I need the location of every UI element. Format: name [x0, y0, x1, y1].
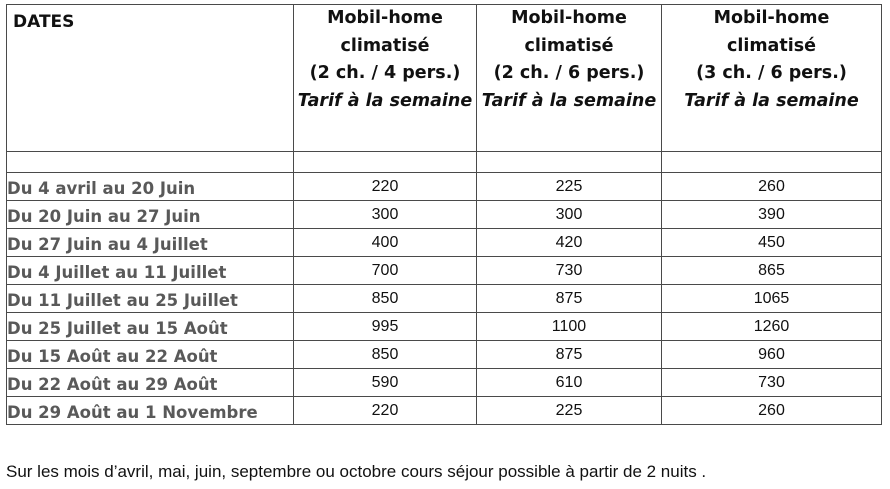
column-header-3: [662, 5, 882, 152]
table-row: [7, 341, 882, 369]
table-row: [7, 397, 882, 425]
column-header-1-line1: Mobil-home: [327, 8, 443, 28]
date-range-cell: Du 15 Août au 22 Août: [7, 341, 294, 369]
blank-cell: [294, 152, 477, 173]
rates-table: [6, 4, 882, 425]
table-row: [7, 285, 882, 313]
price-cell-2ch-6pers: 875: [477, 285, 662, 313]
price-cell-2ch-4pers: 300: [294, 201, 477, 229]
date-range-cell: Du 20 Juin au 27 Juin: [7, 201, 294, 229]
price-cell-2ch-4pers: 400: [294, 229, 477, 257]
price-cell-2ch-4pers: 590: [294, 369, 477, 397]
price-cell-2ch-6pers: 420: [477, 229, 662, 257]
price-cell-3ch-6pers: 1260: [662, 313, 882, 341]
date-range-cell: Du 22 Août au 29 Août: [7, 369, 294, 397]
price-cell-2ch-6pers: 300: [477, 201, 662, 229]
table-row: [7, 257, 882, 285]
price-cell-2ch-6pers: 225: [477, 173, 662, 201]
column-header-2-line3: (2 ch. / 6 pers.): [493, 63, 645, 83]
date-range-cell: Du 11 Juillet au 25 Juillet: [7, 285, 294, 313]
blank-row: [7, 152, 882, 173]
price-cell-2ch-6pers: 875: [477, 341, 662, 369]
price-cell-2ch-4pers: 700: [294, 257, 477, 285]
price-cell-2ch-6pers: 1100: [477, 313, 662, 341]
footnote: Sur les mois d’avril, mai, juin, septembre ou octobre cours séjour possible à partir de 2 nuits .: [6, 462, 707, 481]
price-cell-3ch-6pers: 960: [662, 341, 882, 369]
price-cell-2ch-6pers: 730: [477, 257, 662, 285]
column-header-2-tarif: Tarif à la semaine: [481, 90, 657, 111]
date-range-cell: Du 4 Juillet au 11 Juillet: [7, 257, 294, 285]
price-cell-2ch-6pers: 225: [477, 397, 662, 425]
column-header-2-line1: Mobil-home: [511, 8, 627, 28]
price-cell-3ch-6pers: 260: [662, 173, 882, 201]
column-header-1-tarif: Tarif à la semaine: [297, 90, 473, 111]
column-header-3-line3: (3 ch. / 6 pers.): [696, 63, 847, 83]
column-header-3-line2: climatisé: [726, 35, 817, 56]
table-row: [7, 173, 882, 201]
price-cell-3ch-6pers: 865: [662, 257, 882, 285]
table-row: [7, 229, 882, 257]
price-cell-3ch-6pers: 1065: [662, 285, 882, 313]
date-range-cell: Du 27 Juin au 4 Juillet: [7, 229, 294, 257]
column-header-2: [477, 5, 662, 152]
date-range-cell: Du 29 Août au 1 Novembre: [7, 397, 294, 425]
price-cell-3ch-6pers: 450: [662, 229, 882, 257]
price-cell-3ch-6pers: 730: [662, 369, 882, 397]
dates-header: DATES: [7, 5, 294, 152]
price-cell-2ch-6pers: 610: [477, 369, 662, 397]
column-header-1: [294, 5, 477, 152]
price-cell-2ch-4pers: 850: [294, 341, 477, 369]
column-header-1-line2: climatisé: [340, 35, 430, 56]
blank-cell: [7, 152, 294, 173]
blank-cell: [662, 152, 882, 173]
header-row: [7, 5, 882, 152]
blank-cell: [477, 152, 662, 173]
table-row: [7, 313, 882, 341]
table-row: [7, 201, 882, 229]
column-header-2-line2: climatisé: [524, 35, 614, 56]
price-cell-3ch-6pers: 260: [662, 397, 882, 425]
price-cell-2ch-4pers: 220: [294, 397, 477, 425]
column-header-3-tarif: Tarif à la semaine: [684, 90, 859, 111]
price-cell-2ch-4pers: 995: [294, 313, 477, 341]
column-header-1-line3: (2 ch. / 4 pers.): [309, 63, 461, 83]
table-row: [7, 369, 882, 397]
date-range-cell: Du 25 Juillet au 15 Août: [7, 313, 294, 341]
column-header-3-line1: Mobil-home: [713, 8, 830, 28]
price-cell-2ch-4pers: 850: [294, 285, 477, 313]
date-range-cell: Du 4 avril au 20 Juin: [7, 173, 294, 201]
price-cell-3ch-6pers: 390: [662, 201, 882, 229]
price-cell-2ch-4pers: 220: [294, 173, 477, 201]
